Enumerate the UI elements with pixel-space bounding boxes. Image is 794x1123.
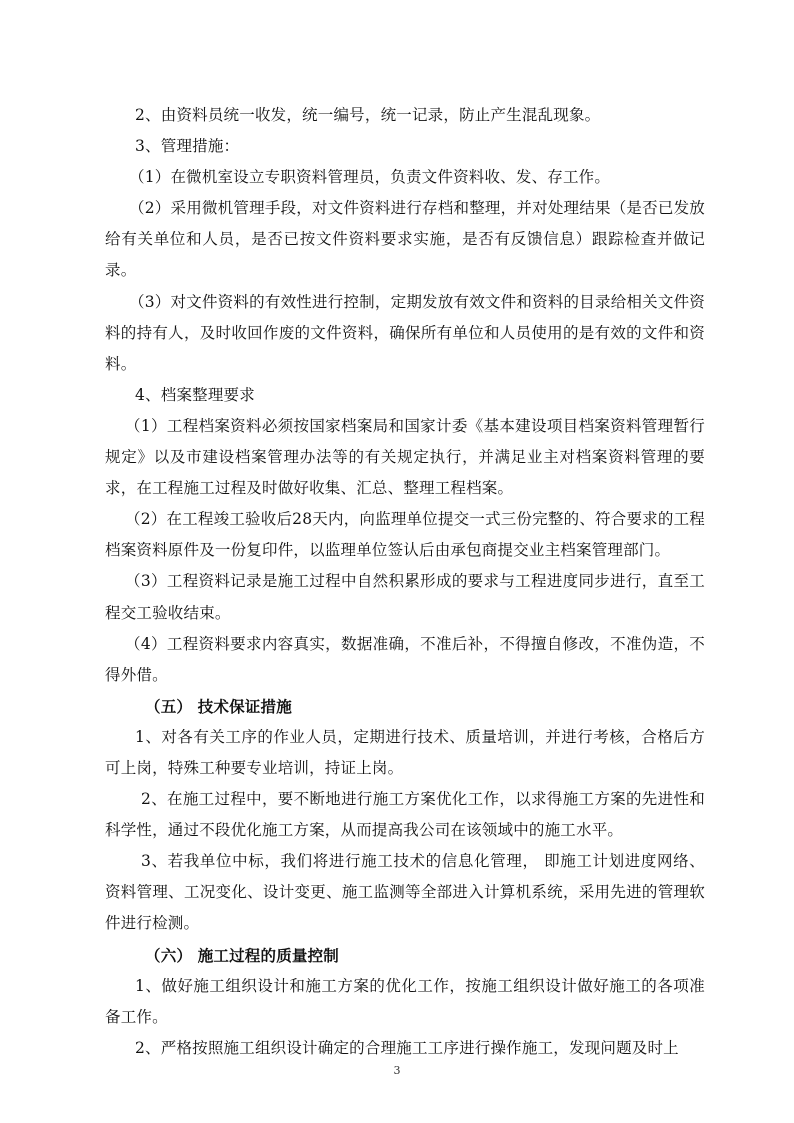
paragraph-tech-3: 3、若我单位中标，我们将进行施工技术的信息化管理， 即施工计划进度网络、资料管理、工况变化、设计变更、施工监测等全部进入计算机系统，采用先进的管理软件进行检测。 bbox=[105, 852, 705, 933]
paragraph-archive-4: （4）工程资料要求内容真实，数据准确，不准后补，不得擅自修改，不准伪造，不得外借。 bbox=[105, 634, 705, 684]
paragraph-archive-2: （2）在工程竣工验收后28天内，向监理单位提交一式三份完整的、符合要求的工程档案资料原件及一份复印件，以监理单位签认后由承包商提交业主档案管理部门。 bbox=[105, 510, 705, 560]
paragraph-measure-2: （2）采用微机管理手段，对文件资料进行存档和整理，并对处理结果（是否已发放给有关单位和人员，是否已按文件资料要求实施，是否有反馈信息）跟踪检查并做记录。 bbox=[105, 199, 705, 280]
paragraph-measure-1: （1）在微机室设立专职资料管理员，负责文件资料收、发、存工作。 bbox=[129, 168, 611, 187]
paragraph-tech-2: 2、在施工过程中，要不断地进行施工方案优化工作，以求得施工方案的先进性和科学性，通过不段优化施工方案，从而提高我公司在该领域中的施工水平。 bbox=[105, 790, 705, 840]
paragraph-unified-distribution: 2、由资料员统一收发，统一编号，统一记录，防止产生混乱现象。 bbox=[135, 106, 601, 124]
paragraph-tech-1: 1、对各有关工序的作业人员，定期进行技术、质量培训，并进行考核，合格后方可上岗，特殊工种要专业培训，持证上岗。 bbox=[105, 727, 705, 777]
paragraph-archive-requirements: 4、档案整理要求 bbox=[135, 385, 255, 404]
paragraph-management-measures: 3、管理措施： bbox=[135, 137, 240, 156]
paragraph-measure-3: （3）对文件资料的有效性进行控制，定期发放有效文件和资料的目录给相关文件资料的持有人，及时收回作废的文件资料，确保所有单位和人员使用的是有效的文件和资料。 bbox=[105, 292, 705, 373]
paragraph-quality-2: 2、严格按照施工组织设计确定的合理施工工序进行操作施工，发现问题及时上 bbox=[135, 1038, 679, 1057]
paragraph-archive-3: （3）工程资料记录是施工过程中自然积累形成的要求与工程进度同步进行，直至工程交工验收结束。 bbox=[105, 572, 705, 622]
document-body bbox=[105, 100, 705, 1064]
section-heading-quality-control: （六） 施工过程的质量控制 bbox=[145, 945, 339, 965]
page-number: 3 bbox=[393, 1064, 401, 1077]
paragraph-quality-1: 1、做好施工组织设计和施工方案的优化工作，按施工组织设计做好施工的各项准备工作。 bbox=[105, 976, 705, 1026]
section-heading-technical-assurance: （五） 技术保证措施 bbox=[145, 696, 292, 716]
paragraph-archive-1: （1）工程档案资料必须按国家档案局和国家计委《基本建设项目档案资料管理暂行规定》以及市建设档案管理办法等的有关规定执行，并满足业主对档案资料管理的要求，在工程施工过程及时做好收集、汇总、整理工程档案。 bbox=[105, 416, 705, 498]
